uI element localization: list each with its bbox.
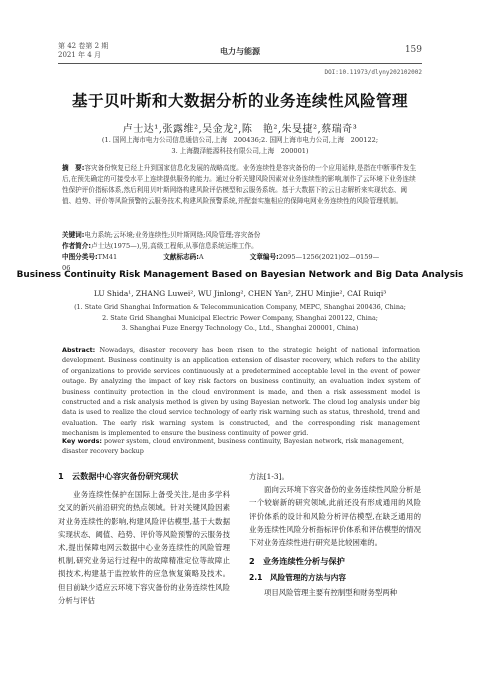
affiliation-line: 2. State Grid Shanghai Municipal Electric Power Company, Shanghai 200122, China; [102,313,378,322]
authors-chinese: 卢士达¹,张露维²,吴金龙²,陈 艳²,朱旻捷²,蔡瑞奇³ [122,124,358,135]
keywords-text: 电力系统;云环境;业务连续性;贝叶斯网络;风险管理;容灾备份 [84,231,261,239]
body-paragraph: 业务连续性保护在国际上备受关注,是由多学科交叉的新兴前沿研究的热点领域。针对关键风险因素对业务连续性的影响,构建风险评估模型,基于大数据实现状态、阈值、趋势、评价等风险预警的云服务技术,提出保障电网云数据中心业务连续性的风险管理机制,研究业务运行过程中的故障精准定位等故障止损技术,构建基于监控软件的应急恢复策略及技术。但目前缺少适应云环境下容灾备份的业务连续性风险分析与评估 [58,490,230,605]
affiliation-line: (1. 国网上海市电力公司信息通信公司,上海 200436;2. 国网上海市电力公司,上海 200122; [101,136,379,144]
document-code-item: 文献标志码:A [163,253,204,261]
keywords-chinese [62,230,420,241]
section-heading: 2 业务连续性分析与保护 [249,556,345,567]
page-number: 159 [404,45,422,55]
body-column-left [58,470,230,607]
author-note [62,241,420,252]
header-rule [58,63,422,64]
body-column-right [249,470,421,599]
authors-english: LU Shida¹, ZHANG Luwei², WU Jinlong², CHEN Yan², ZHU Minjie², CAI Ruiqi³ [93,289,387,298]
abstract-label: Abstract: [62,346,96,354]
affiliation-line: 3. 上海馥泽能源科技有限公司,上海 200001) [171,147,309,155]
affiliation-line: 3. Shanghai Fuze Energy Technology Co., Ltd., Shanghai 200001, China) [121,324,359,333]
body-paragraph: 项目风险管理主要有控制型和财务型两种 [264,587,398,597]
keywords-english [62,436,420,457]
keywords-label: 关键词: [62,231,85,239]
section-heading: 1 云数据中心容灾备份研究现状 [58,471,179,481]
doi: DOI:10.11973/dlyny202102002 [324,69,422,76]
abstract-english [62,345,420,439]
clc-item: 中图分类号:TM41 [62,253,118,261]
keywords-label: Key words: [62,437,102,445]
body-paragraph: 面向云环境下容灾备份的业务连续性风险分析是一个较崭新的研究领域,此前还没有形成通用的风险评价体系的设计和风险分析评估模型,在缺乏通用的业务连续性风险分析指标评价体系和评估模型的情况下对业务连续性进行研究是比较困难的。 [249,485,421,548]
abstract-label: 摘 要: [62,164,85,172]
title-chinese: 基于贝叶斯和大数据分析的业务连续性风险管理 [71,92,408,110]
volume-issue: 第 42 卷第 2 期 [58,42,109,50]
body-paragraph-continued: 方法[1-3]。 [249,472,289,481]
abstract-text: Nowadays, disaster recovery has been risen to the strategic height of national information development. Business continuity is an application extension of disaster recovery, which refers to the ability of organizations to provide services continuously at a predetermined acceptable level in the event of power outage. By analyzing the impact of key risk factors on business continuity, an evaluation index system of business continuity protection in the cloud environment is made, and then a risk assessment model is constructed and a risk analysis method is given by using Bayesian network. The cloud log analysis under big data is used to realize the cloud service technology of early risk warning such as status, threshold, trend and evaluation. The early risk warning system is constructed, and the corresponding risk management mechanism is implemented to ensure the business continuity of power grid. [62,346,420,438]
abstract-chinese [62,163,420,207]
publication-date: 2021 年 4 月 [58,51,101,59]
article-number-item: 文章编号:2095—1256(2021)02—0159—06 [62,253,380,272]
keywords-text: power system, cloud environment, business continuity, Bayesian network, risk management, disaster recovery backup [62,437,405,456]
abstract-text: 容灾备份恢复已经上升到国家信息化发展的战略高度。业务连续性是容灾备份的一个应用延伸,是指在中断事件发生后,在预先确定的可接受水平上连续提供服务的能力。通过分析关键风险因素对业务连续性的影响,制作了云环境下业务连续性保护评价指标体系,然后利用贝叶斯网络构建风险评估模型和云服务系统。基于大数据下的云日志解析来实现状态、阈值、趋势、评价等风险预警的云服务技术,构建风险预警系统,并配套实施相应的保障电网业务连续性的风险管理机制。 [62,164,417,206]
affiliations-chinese [0,135,480,157]
title-english: Business Continuity Risk Management Based on Bayesian Network and Big Data Analysis [16,270,464,280]
author-note-label: 作者简介: [62,242,92,250]
journal-name: 电力与能源 [220,47,260,56]
subsection-heading: 2.1 风险管理的方法与内容 [249,573,346,583]
affiliation-line: (1. State Grid Shanghai Information & Telecommunication Company, MEPC, Shanghai 200436, China; [74,303,406,311]
affiliations-english [0,302,480,334]
author-note-text: 卢士达(1975—),男,高级工程师,从事信息系统运维工作。 [91,242,258,250]
